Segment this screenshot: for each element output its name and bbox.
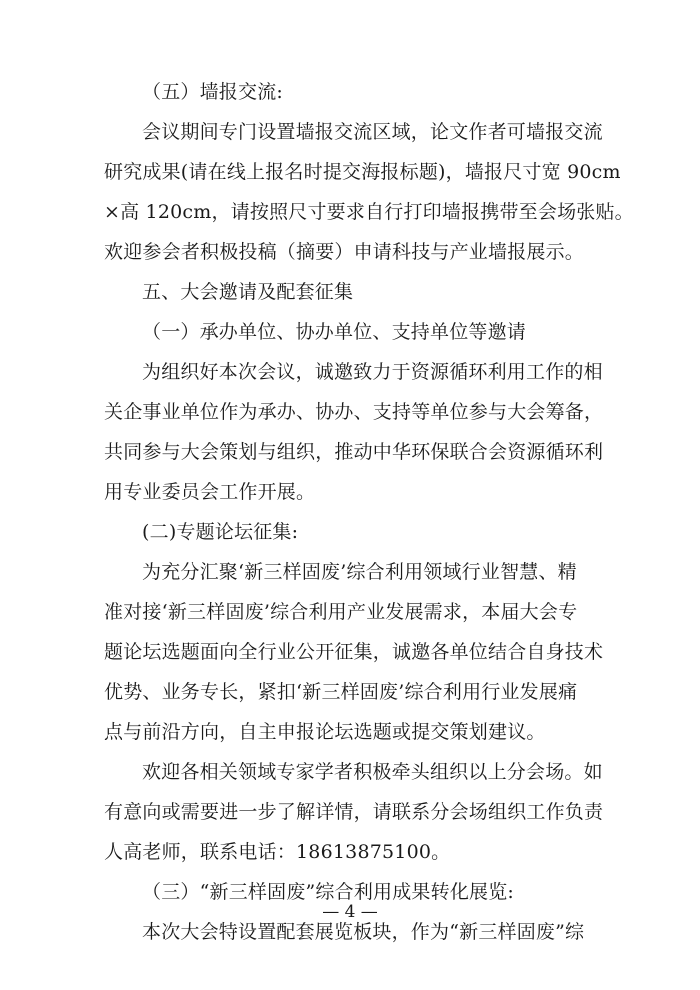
- paragraph-line: 准对接‘新三样固废’综合利用产业发展需求，本届大会专: [104, 601, 578, 623]
- paragraph-line: 会议期间专门设置墙报交流区域，论文作者可墙报交流: [142, 121, 603, 143]
- paragraph-line: 欢迎参会者积极投稿（摘要）申请科技与产业墙报展示。: [104, 241, 585, 263]
- paragraph-line: ×高 120cm，请按照尺寸要求自行打印墙报携带至会场张贴。: [104, 201, 634, 223]
- paragraph-line: 为组织好本次会议，诚邀致力于资源循环利用工作的相: [142, 361, 603, 383]
- paragraph-line: 为充分汇聚‘新三样固废’综合利用领域行业智慧、精: [142, 561, 577, 583]
- paragraph-line: 欢迎各相关领域专家学者积极牵头组织以上分会场。如: [142, 761, 603, 783]
- section-heading-wall-poster: （五）墙报交流:: [142, 81, 284, 103]
- paragraph-line: 共同参与大会策划与组织，推动中华环保联合会资源循环利: [104, 441, 604, 463]
- subsection-heading-exhibition: （三）“新三样固废”综合利用成果转化展览:: [142, 881, 515, 903]
- contact-line: 人高老师，联系电话：18613875100。: [104, 841, 451, 863]
- paragraph-line: 点与前沿方向，自主申报论坛选题或提交策划建议。: [104, 721, 546, 743]
- paragraph-line: 优势、业务专长，紧扣‘新三样固废’综合利用行业发展痛: [104, 681, 578, 703]
- paragraph-line: 题论坛选题面向全行业公开征集，诚邀各单位结合自身技术: [104, 641, 604, 663]
- page-number: — 4 —: [322, 902, 378, 922]
- paragraph-line: 关企事业单位作为承办、协办、支持等单位参与大会筹备，: [104, 401, 604, 423]
- paragraph-line: 用专业委员会工作开展。: [104, 481, 316, 503]
- subsection-heading-forum: (二)专题论坛征集:: [142, 521, 299, 543]
- document-body: [104, 72, 634, 952]
- subsection-heading-organizers: （一）承办单位、协办单位、支持单位等邀请: [142, 321, 527, 343]
- paragraph-line: 有意向或需要进一步了解详情，请联系分会场组织工作负责: [104, 801, 604, 823]
- paragraph-line: 本次大会特设置配套展览板块，作为“新三样固废”综: [142, 921, 585, 943]
- section-heading-invitation: 五、大会邀请及配套征集: [142, 281, 354, 303]
- paragraph-line: 研究成果(请在线上报名时提交海报标题)，墙报尺寸宽 90cm: [104, 161, 621, 183]
